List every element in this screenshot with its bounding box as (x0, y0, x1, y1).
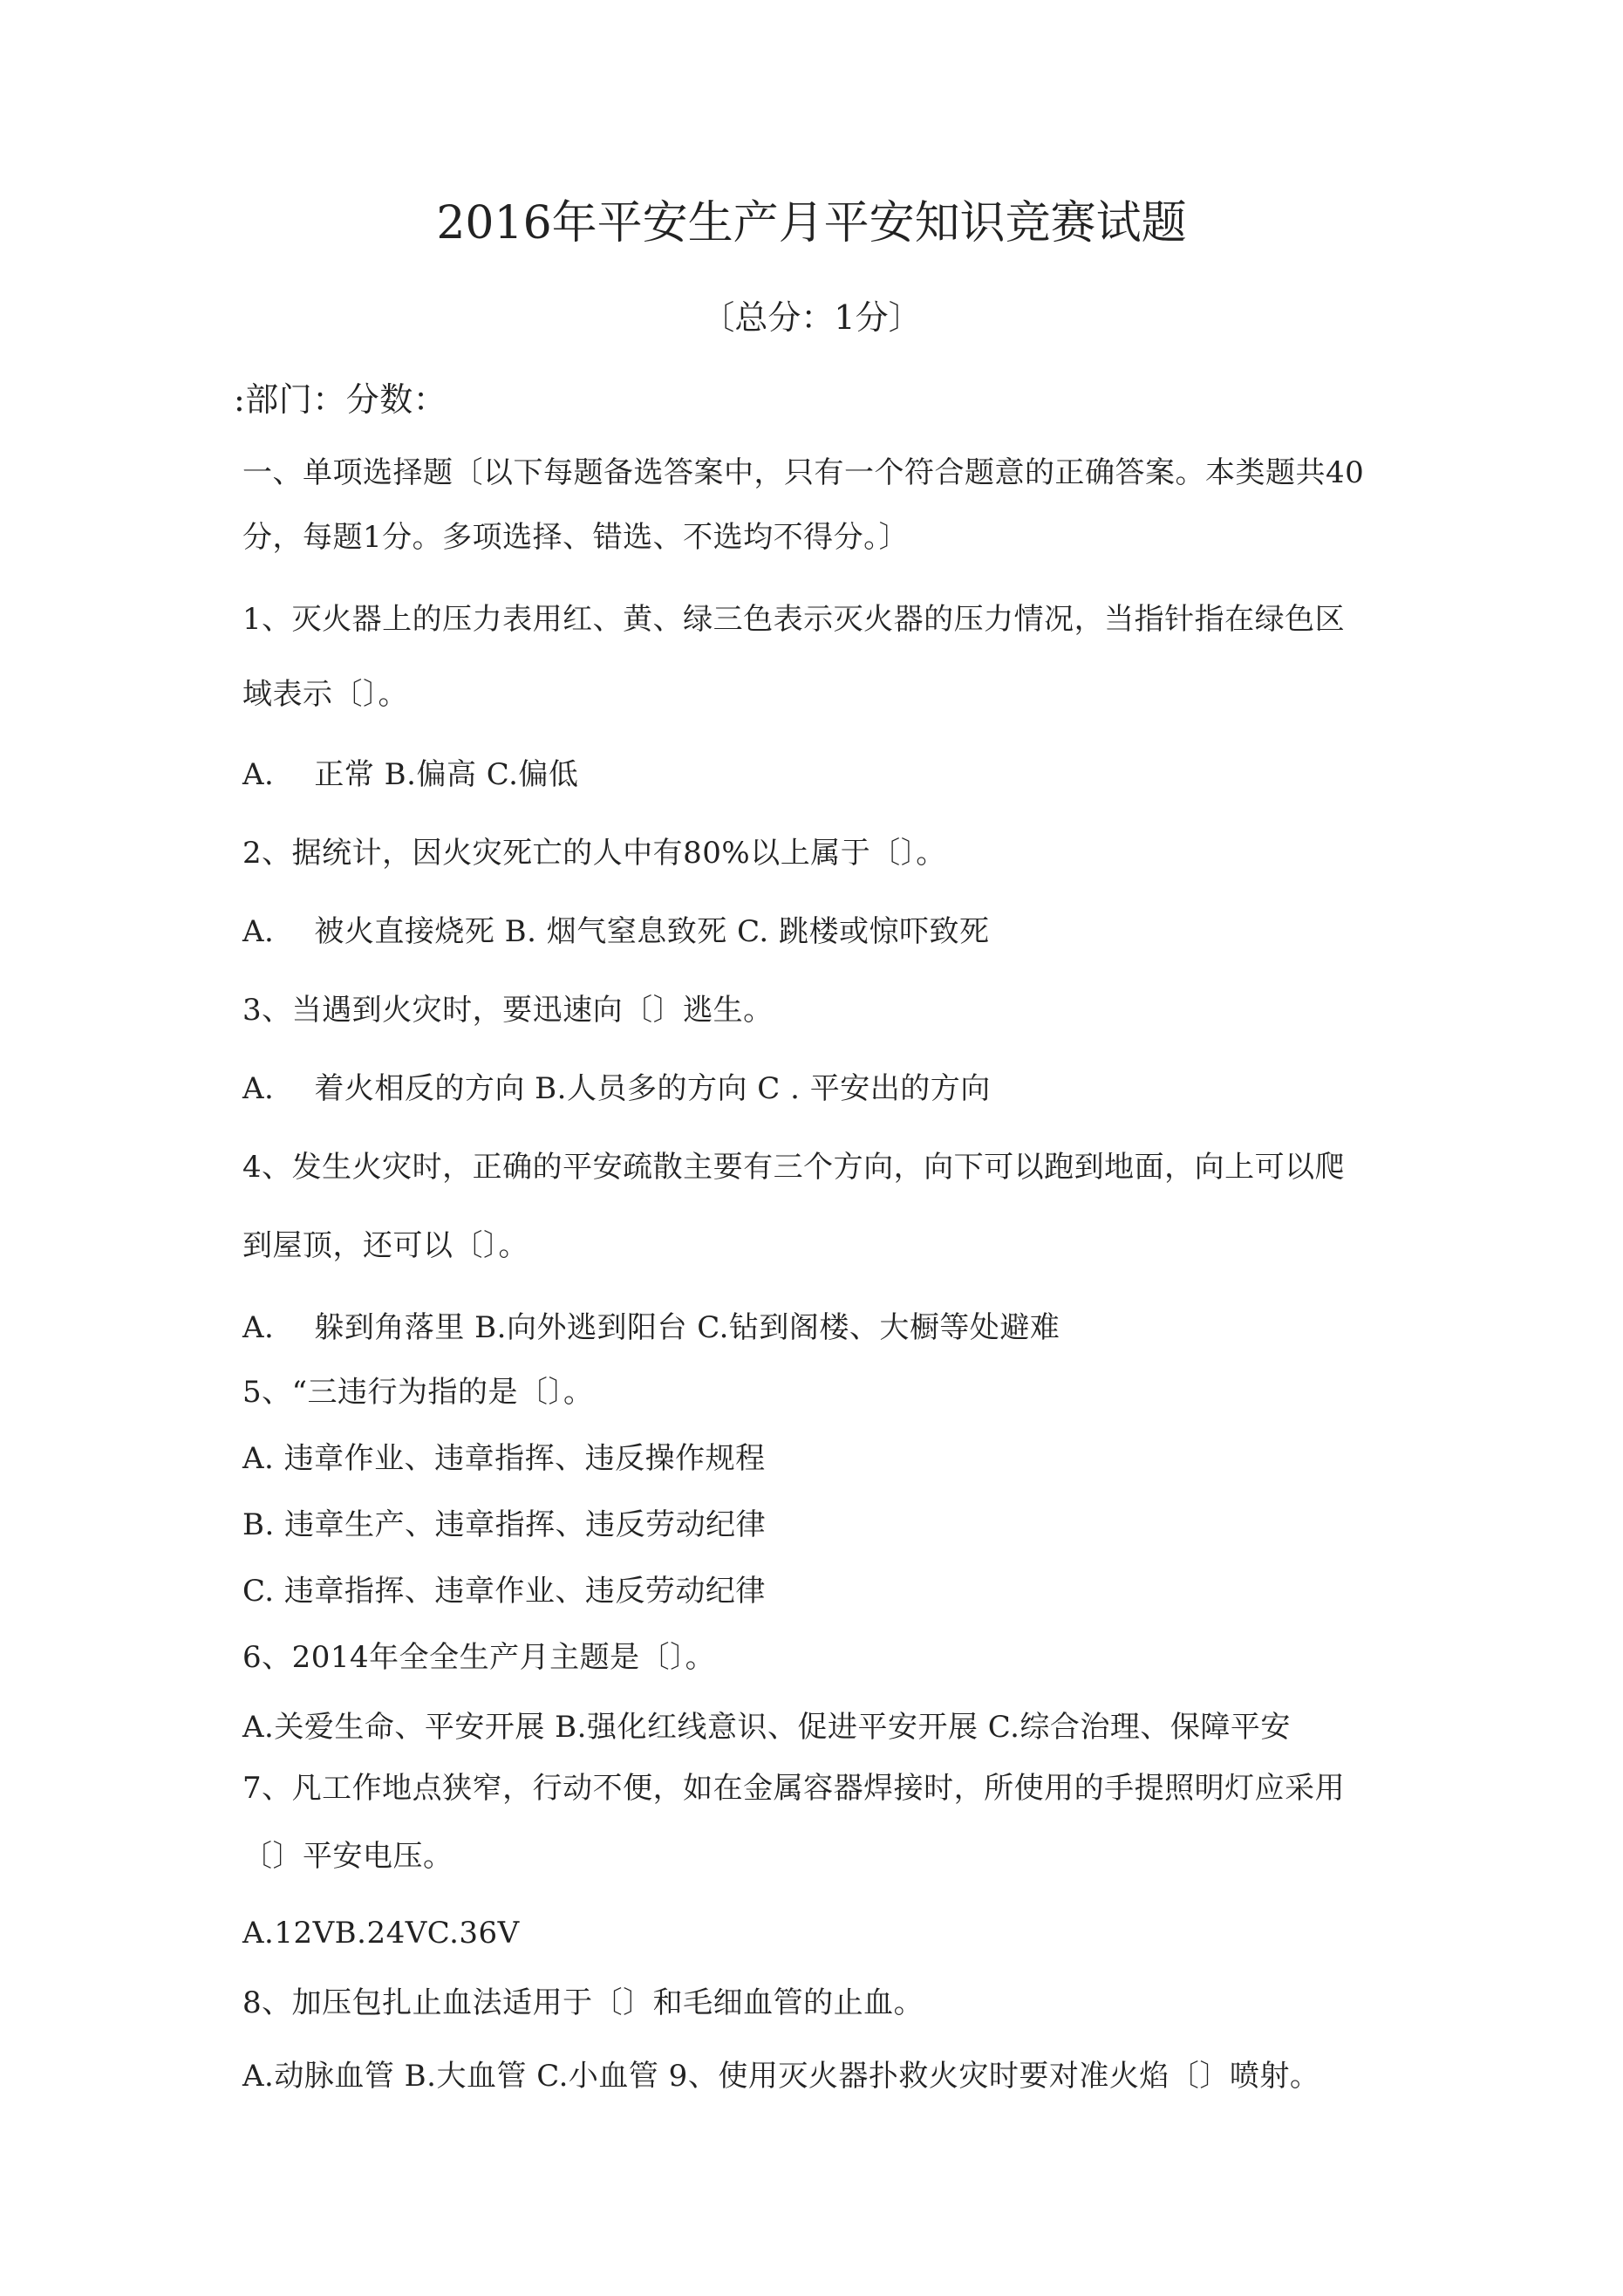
question-7-options: A.12VB.24VC.36V (242, 1916, 520, 1951)
option-text: 躲到角落里 B.向外逃到阳台 C.钻到阁楼、大橱等处避难 (314, 1310, 1060, 1345)
total-score: 〔总分：1分〕 (701, 298, 922, 337)
question-4-options (242, 1310, 1060, 1345)
question-3-options (242, 1071, 991, 1106)
question-3: 3、当遇到火灾时，要迅速向〔〕逃生。 (242, 993, 774, 1028)
document-title: 2016年平安生产月平安知识竞赛试题 (436, 197, 1187, 249)
question-2: 2、据统计，因火灾死亡的人中有80%以上属于〔〕。 (242, 836, 946, 871)
question-5-option-b: B. 违章生产、违章指挥、违反劳动纪律 (242, 1507, 767, 1542)
option-label: A. (242, 1310, 275, 1345)
question-1-options (242, 757, 578, 792)
question-1-line-1: 1、灭火器上的压力表用红、黄、绿三色表示灭火器的压力情况，当指针指在绿色区 (242, 602, 1346, 637)
option-text: 着火相反的方向 B.人员多的方向 C . 平安出的方向 (314, 1071, 991, 1106)
option-label: A. (242, 757, 275, 792)
section-intro-line-1: 一、单项选择题〔以下每题备选答案中，只有一个符合题意的正确答案。本类题共40 (242, 455, 1365, 490)
question-6: 6、2014年全全生产月主题是〔〕。 (242, 1640, 716, 1675)
question-8: 8、加压包扎止血法适用于〔〕和毛细血管的止血。 (242, 1985, 924, 2020)
question-5-option-c: C. 违章指挥、违章作业、违反劳动纪律 (242, 1574, 766, 1609)
option-label: A. (242, 914, 275, 949)
question-2-options (242, 914, 990, 949)
option-text: 被火直接烧死 B. 烟气窒息致死 C. 跳楼或惊吓致死 (314, 914, 990, 949)
question-7-line-1: 7、凡工作地点狭窄，行动不便，如在金属容器焊接时，所使用的手提照明灯应采用 (242, 1771, 1346, 1806)
question-5: 5、“三违行为指的是〔〕。 (242, 1375, 594, 1410)
department-score-line: :部门：分数： (234, 380, 447, 419)
question-1-line-2: 域表示〔〕。 (242, 677, 408, 712)
question-8-options-and-question-9: A.动脉血管 B.大血管 C.小血管 9、使用灭火器扑救火灾时要对准火焰〔〕喷射。 (242, 2059, 1320, 2094)
question-6-options: A.关爱生命、平安开展 B.强化红线意识、促进平安开展 C.综合治理、保障平安 (242, 1710, 1291, 1745)
question-4-line-1: 4、发生火灾时，正确的平安疏散主要有三个方向，向下可以跑到地面，向上可以爬 (242, 1150, 1346, 1185)
question-5-option-a: A. 违章作业、违章指挥、违反操作规程 (242, 1441, 766, 1476)
question-7-line-2: 〔〕平安电压。 (242, 1839, 453, 1874)
option-text: 正常 B.偏高 C.偏低 (314, 757, 579, 792)
question-4-line-2: 到屋顶，还可以〔〕。 (242, 1228, 528, 1263)
section-intro-line-2: 分，每题1分。多项选择、错选、不选均不得分。〕 (242, 520, 910, 555)
option-label: A. (242, 1071, 275, 1106)
